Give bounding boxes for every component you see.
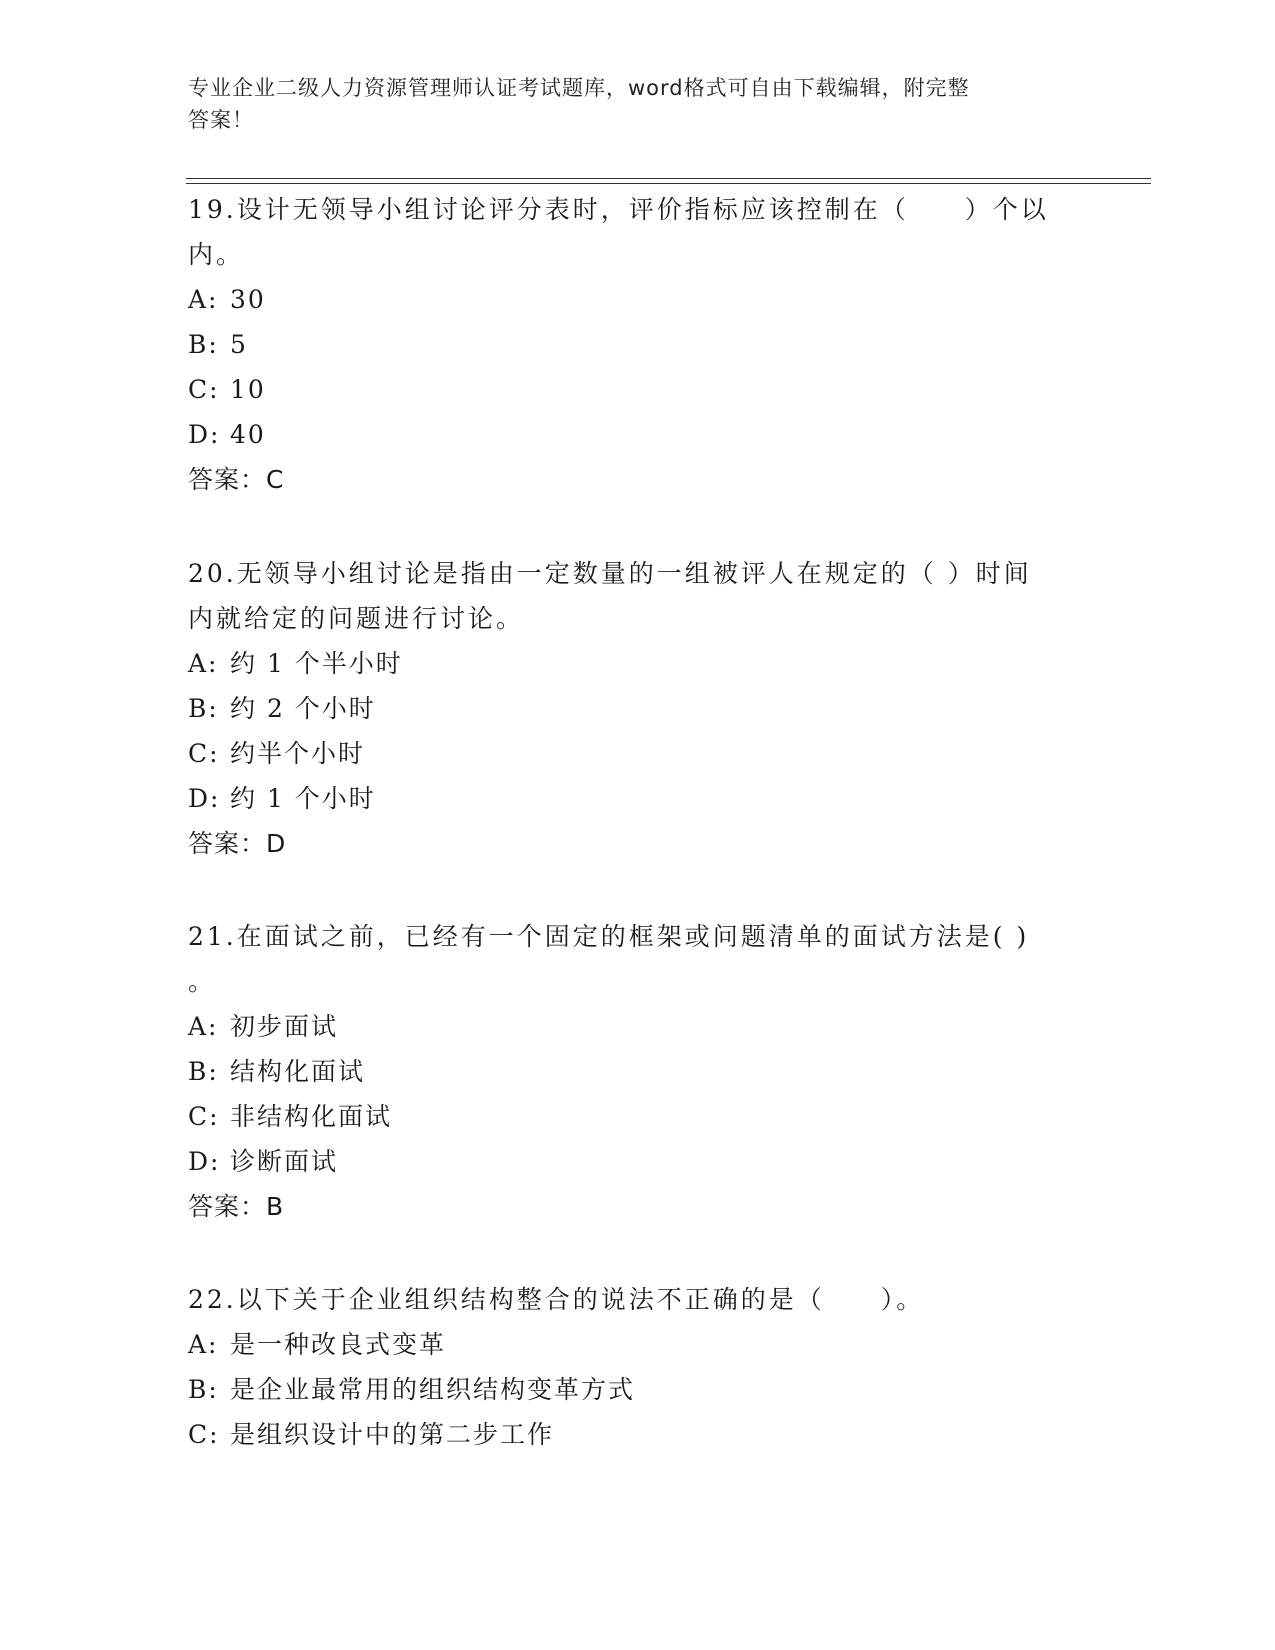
header-line-2: 答案！ [188,108,254,132]
question-text-continued: 内。 [188,240,245,269]
question-19 [188,187,1088,502]
question-21 [188,914,1088,1229]
option-a [188,1322,1088,1367]
option-text: 非结构化面试 [230,1102,393,1131]
option-d [188,776,1088,821]
option-letter: C: [188,1420,220,1449]
question-text-continued: 。 [188,967,217,996]
option-letter: D: [188,784,221,813]
option-text: 初步面试 [230,1012,339,1041]
option-a [188,641,1088,686]
document-header [188,72,1088,136]
option-letter: B: [188,330,219,359]
option-b [188,322,1088,367]
option-c [188,731,1088,776]
option-letter: C: [188,739,220,768]
option-letter: B: [188,694,219,723]
option-letter: A: [188,1330,219,1359]
question-text: 19.设计无领导小组讨论评分表时，评价指标应该控制在（ ）个以 [188,195,1049,224]
header-divider-bottom [186,183,1151,184]
option-c [188,1412,1088,1457]
option-letter: B: [188,1057,219,1086]
option-a [188,1004,1088,1049]
option-d [188,412,1088,457]
option-text: 40 [230,420,266,449]
option-b [188,1049,1088,1094]
option-c [188,1094,1088,1139]
option-text: 约半个小时 [230,739,366,768]
question-text: 21.在面试之前，已经有一个固定的框架或问题清单的面试方法是( ) [188,922,1030,951]
option-d [188,1139,1088,1184]
question-text: 22.以下关于企业组织结构整合的说法不正确的是（ ）。 [188,1285,925,1314]
option-text: 约 1 个小时 [230,784,376,813]
option-a [188,277,1088,322]
header-divider-top [186,178,1151,179]
option-letter: D: [188,1147,221,1176]
question-20 [188,551,1088,866]
option-b [188,1367,1088,1412]
option-text: 是企业最常用的组织结构变革方式 [230,1375,636,1404]
option-text: 是组织设计中的第二步工作 [230,1420,555,1449]
question-text: 20.无领导小组讨论是指由一定数量的一组被评人在规定的（ ）时间 [188,559,1032,588]
option-text: 结构化面试 [230,1057,366,1086]
option-c [188,367,1088,412]
option-letter: A: [188,285,219,314]
option-text: 约 2 个小时 [230,694,376,723]
option-text: 是一种改良式变革 [230,1330,447,1359]
option-letter: A: [188,649,219,678]
question-22 [188,1277,1088,1457]
option-letter: C: [188,1102,220,1131]
answer-line: 答案：C [188,465,285,494]
answer-line: 答案：B [188,1192,285,1221]
option-text: 30 [230,285,266,314]
option-letter: B: [188,1375,219,1404]
option-text: 10 [230,375,266,404]
option-text: 约 1 个半小时 [230,649,403,678]
question-text-continued: 内就给定的问题进行讨论。 [188,604,525,633]
header-line-1: 专业企业二级人力资源管理师认证考试题库，word格式可自由下载编辑，附完整 [188,76,970,100]
option-letter: D: [188,420,221,449]
option-text: 诊断面试 [230,1147,339,1176]
option-text: 5 [230,330,248,359]
answer-line: 答案：D [188,829,287,858]
option-b [188,686,1088,731]
option-letter: A: [188,1012,219,1041]
option-letter: C: [188,375,220,404]
